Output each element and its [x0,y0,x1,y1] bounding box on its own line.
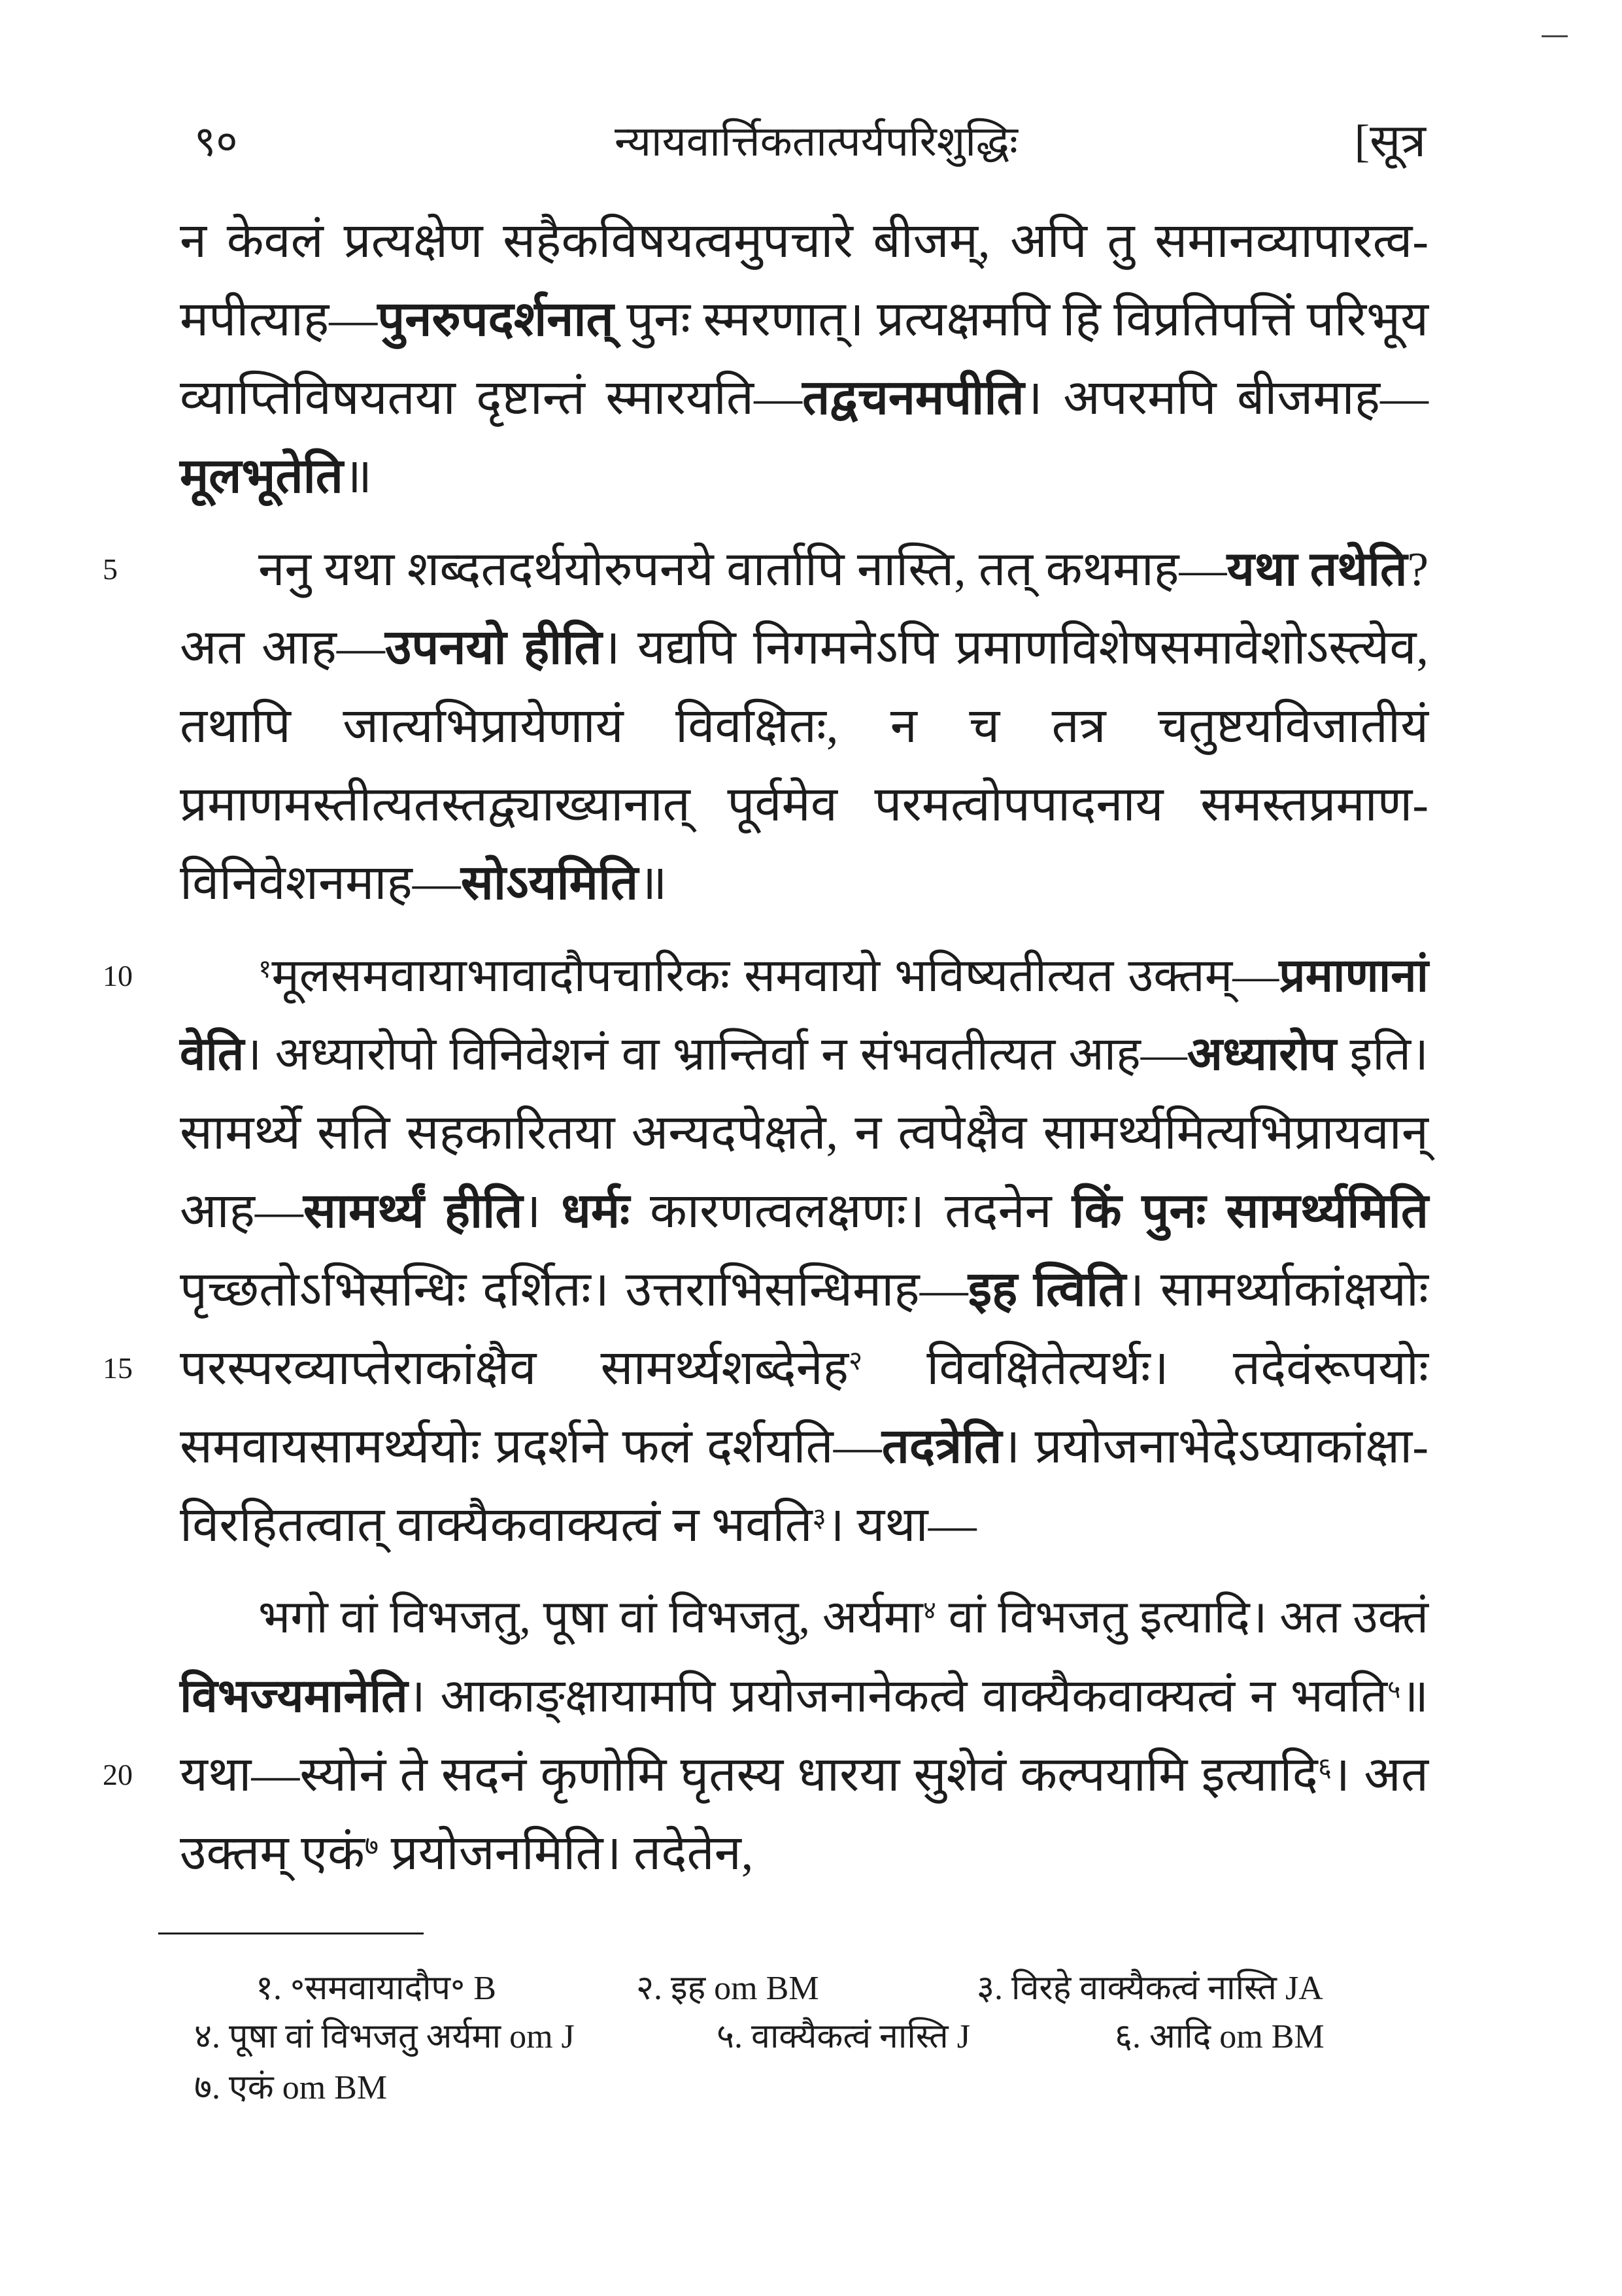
footnote: ३. विरहे वाक्यैकत्वं नास्ति JA [977,1970,1323,2007]
text-line [180,1094,1428,1172]
line-number: 10 [103,959,133,992]
footnote: ४. पूषा वां विभजतु अर्यमा om J [194,2018,575,2055]
text-run: समवायसामर्थ्ययोः प्रदर्शने फलं दर्शयति— [180,1420,882,1474]
text-run: वां विभजतु इत्यादि। अत उक्तं [936,1593,1428,1643]
main-text [103,202,1429,1893]
text-run: प्रमाणमस्तीत्यतस्तद्व्याख्यानात् पूर्वमेव परमत्वोपपादनाय समस्तप्रमाण- [180,778,1428,832]
text-run: मूलसमवायाभावादौपचारिकः समवायो भविष्यतीत्यत उक्तम्— [271,951,1279,1002]
text-line [103,1736,1428,1814]
bold-term: मूलभूतेति [180,450,343,503]
footnote-marker: ५ [1387,1675,1401,1704]
text-run: यथा—स्योनं ते सदनं कृणोमि घृतस्य धारया सुशेवं कल्पयामि इत्यादि [180,1748,1318,1802]
text-line [180,766,1428,844]
line-number: 5 [103,552,118,586]
text-run: ? [1407,543,1428,596]
text-run: परस्परव्याप्तेराकांक्षैव सामर्थ्यशब्देनेह [180,1342,849,1395]
text-run: । यद्यपि निगमनेऽपि प्रमाणविशेषसमावेशोऽस्त्येव, [601,621,1428,675]
text-run: न केवलं प्रत्यक्षेण सहैकविषयत्वमुपचारे बीजम्, अपि तु समानव्यापारत्व- [180,214,1428,268]
text-run: इति। [1336,1029,1428,1080]
text-run: सामर्थ्ये सति सहकारितया अन्यदपेक्षते, न त्वपेक्षैव सामर्थ्यमित्यभिप्रायवान् [180,1106,1428,1160]
bold-term: इह त्विति [968,1263,1126,1317]
text-run: । अध्यारोपो विनिवेशनं वा भ्रान्तिर्वा न संभवतीत्यत आह— [244,1029,1187,1080]
text-line [180,687,1428,766]
bold-term: उपनयो हीति [384,621,602,675]
text-run: । [522,1185,562,1238]
bold-term: तदत्रेति [881,1420,1002,1474]
bold-term: किं पुनः सामर्थ्यमिति [1072,1185,1429,1238]
text-line [180,280,1428,359]
paragraph [103,1579,1428,1893]
footnote-marker: ४ [922,1596,936,1625]
text-line [103,530,1428,609]
footnote-marker: १ [258,954,272,983]
text-run: । अत [1332,1748,1428,1802]
text-line [180,1814,1428,1893]
running-header [0,109,1622,175]
text-run: विनिवेशनमाह— [180,856,461,910]
footnote: ७. एकं om BM [194,2069,388,2106]
text-line [103,937,1428,1015]
text-line [180,437,1428,516]
text-run: अत आह— [180,621,385,675]
text-run: उक्तम् एकं [180,1827,365,1880]
text-run: व्याप्तिविषयतया दृष्टान्तं स्मारयति— [180,371,803,425]
text-run: विवक्षितेत्यर्थः। तदेवंरूपयोः [862,1342,1428,1395]
text-run: मपीत्याह— [180,293,378,346]
text-line [180,1579,1428,1657]
bold-term: विभज्यमानेति [180,1671,408,1722]
text-run: कारणत्वलक्षणः। तदनेन [630,1185,1072,1238]
text-line [180,1251,1428,1329]
footnote-marker: ७ [364,1831,379,1861]
text-run: विरहितत्वात् वाक्यैकवाक्यत्वं न भवति [180,1498,813,1552]
paragraph [103,937,1429,1564]
bold-term: सामर्थ्यं हीति [303,1185,523,1238]
bold-term: सोऽयमिति [460,856,639,910]
bold-term: वेति [180,1029,245,1080]
footnote: २. इह om BM [636,1970,819,2007]
footnote-marker: २ [849,1345,863,1376]
running-title: न्यायवार्त्तिकतात्पर्यपरिशुद्धिः [615,118,1018,165]
bold-term: प्रमाणानां [1279,951,1428,1002]
section-label: [सूत्र [1354,116,1426,167]
bold-term: तद्वचनमपीति [802,371,1024,425]
text-line [180,1657,1428,1736]
text-run: तथापि जात्यभिप्रायेणायं विवक्षितः, न च तत्र चतुष्टयविजातीयं [180,700,1428,753]
bold-term: पुनरुपदर्शनात् [377,293,614,346]
text-run: । यथा— [826,1498,977,1552]
text-run: पृच्छतोऽभिसन्धिः दर्शितः। उत्तराभिसन्धिमाह— [180,1263,968,1317]
text-line [180,1486,1428,1564]
text-line [180,1408,1428,1486]
footnote-marker: ३ [812,1502,826,1532]
line-number: 20 [103,1758,133,1791]
text-line [180,202,1428,280]
bold-term: अध्यारोप [1187,1029,1337,1080]
text-line [180,609,1428,687]
text-run: प्रयोजनमिति। तदेतेन, [379,1827,754,1880]
footnote: १. ॰समवायादौप॰ B [256,1970,496,2007]
text-run: । अपरमपि बीजमाह— [1024,371,1428,425]
text-line [180,1172,1428,1251]
text-line [103,1329,1428,1408]
line-number: 15 [103,1351,133,1385]
text-line [180,1015,1428,1094]
footnote-marker: ६ [1317,1752,1332,1782]
text-run: पुनः स्मरणात्। प्रत्यक्षमपि हि विप्रतिपत्तिं परिभूय [613,293,1428,346]
text-line [180,359,1428,437]
text-run: । प्रयोजनाभेदेऽप्याकांक्षा- [1002,1420,1428,1474]
footnote: ६. आदि om BM [1115,2018,1325,2055]
footnote: ५. वाक्यैकत्वं नास्ति J [717,2018,970,2055]
text-run: । सामर्थ्याकांक्षयोः [1126,1263,1428,1317]
paragraph [103,530,1428,922]
paragraph [180,202,1428,516]
scan-mark [1542,35,1568,37]
text-run: ननु यथा शब्दतदर्थयोरुपनये वार्तापि नास्ति, तत् कथमाह— [258,543,1227,596]
text-run: ॥ [638,856,667,910]
bold-term: धर्मः [561,1185,630,1238]
text-run: ॥ [1400,1671,1428,1722]
text-run: भगो वां विभजतु, पूषा वां विभजतु, अर्यमा [258,1593,923,1643]
text-line [180,844,1428,922]
text-run: । आकाङ्क्षायामपि प्रयोजनानेकत्वे वाक्यैकवाक्यत्वं न भवति [407,1671,1388,1722]
footnote-rule [158,1933,424,1934]
text-run: आह— [180,1185,303,1238]
text-run: ॥ [343,450,373,503]
bold-term: यथा तथेति [1226,543,1408,596]
page-number: ९० [194,118,238,165]
